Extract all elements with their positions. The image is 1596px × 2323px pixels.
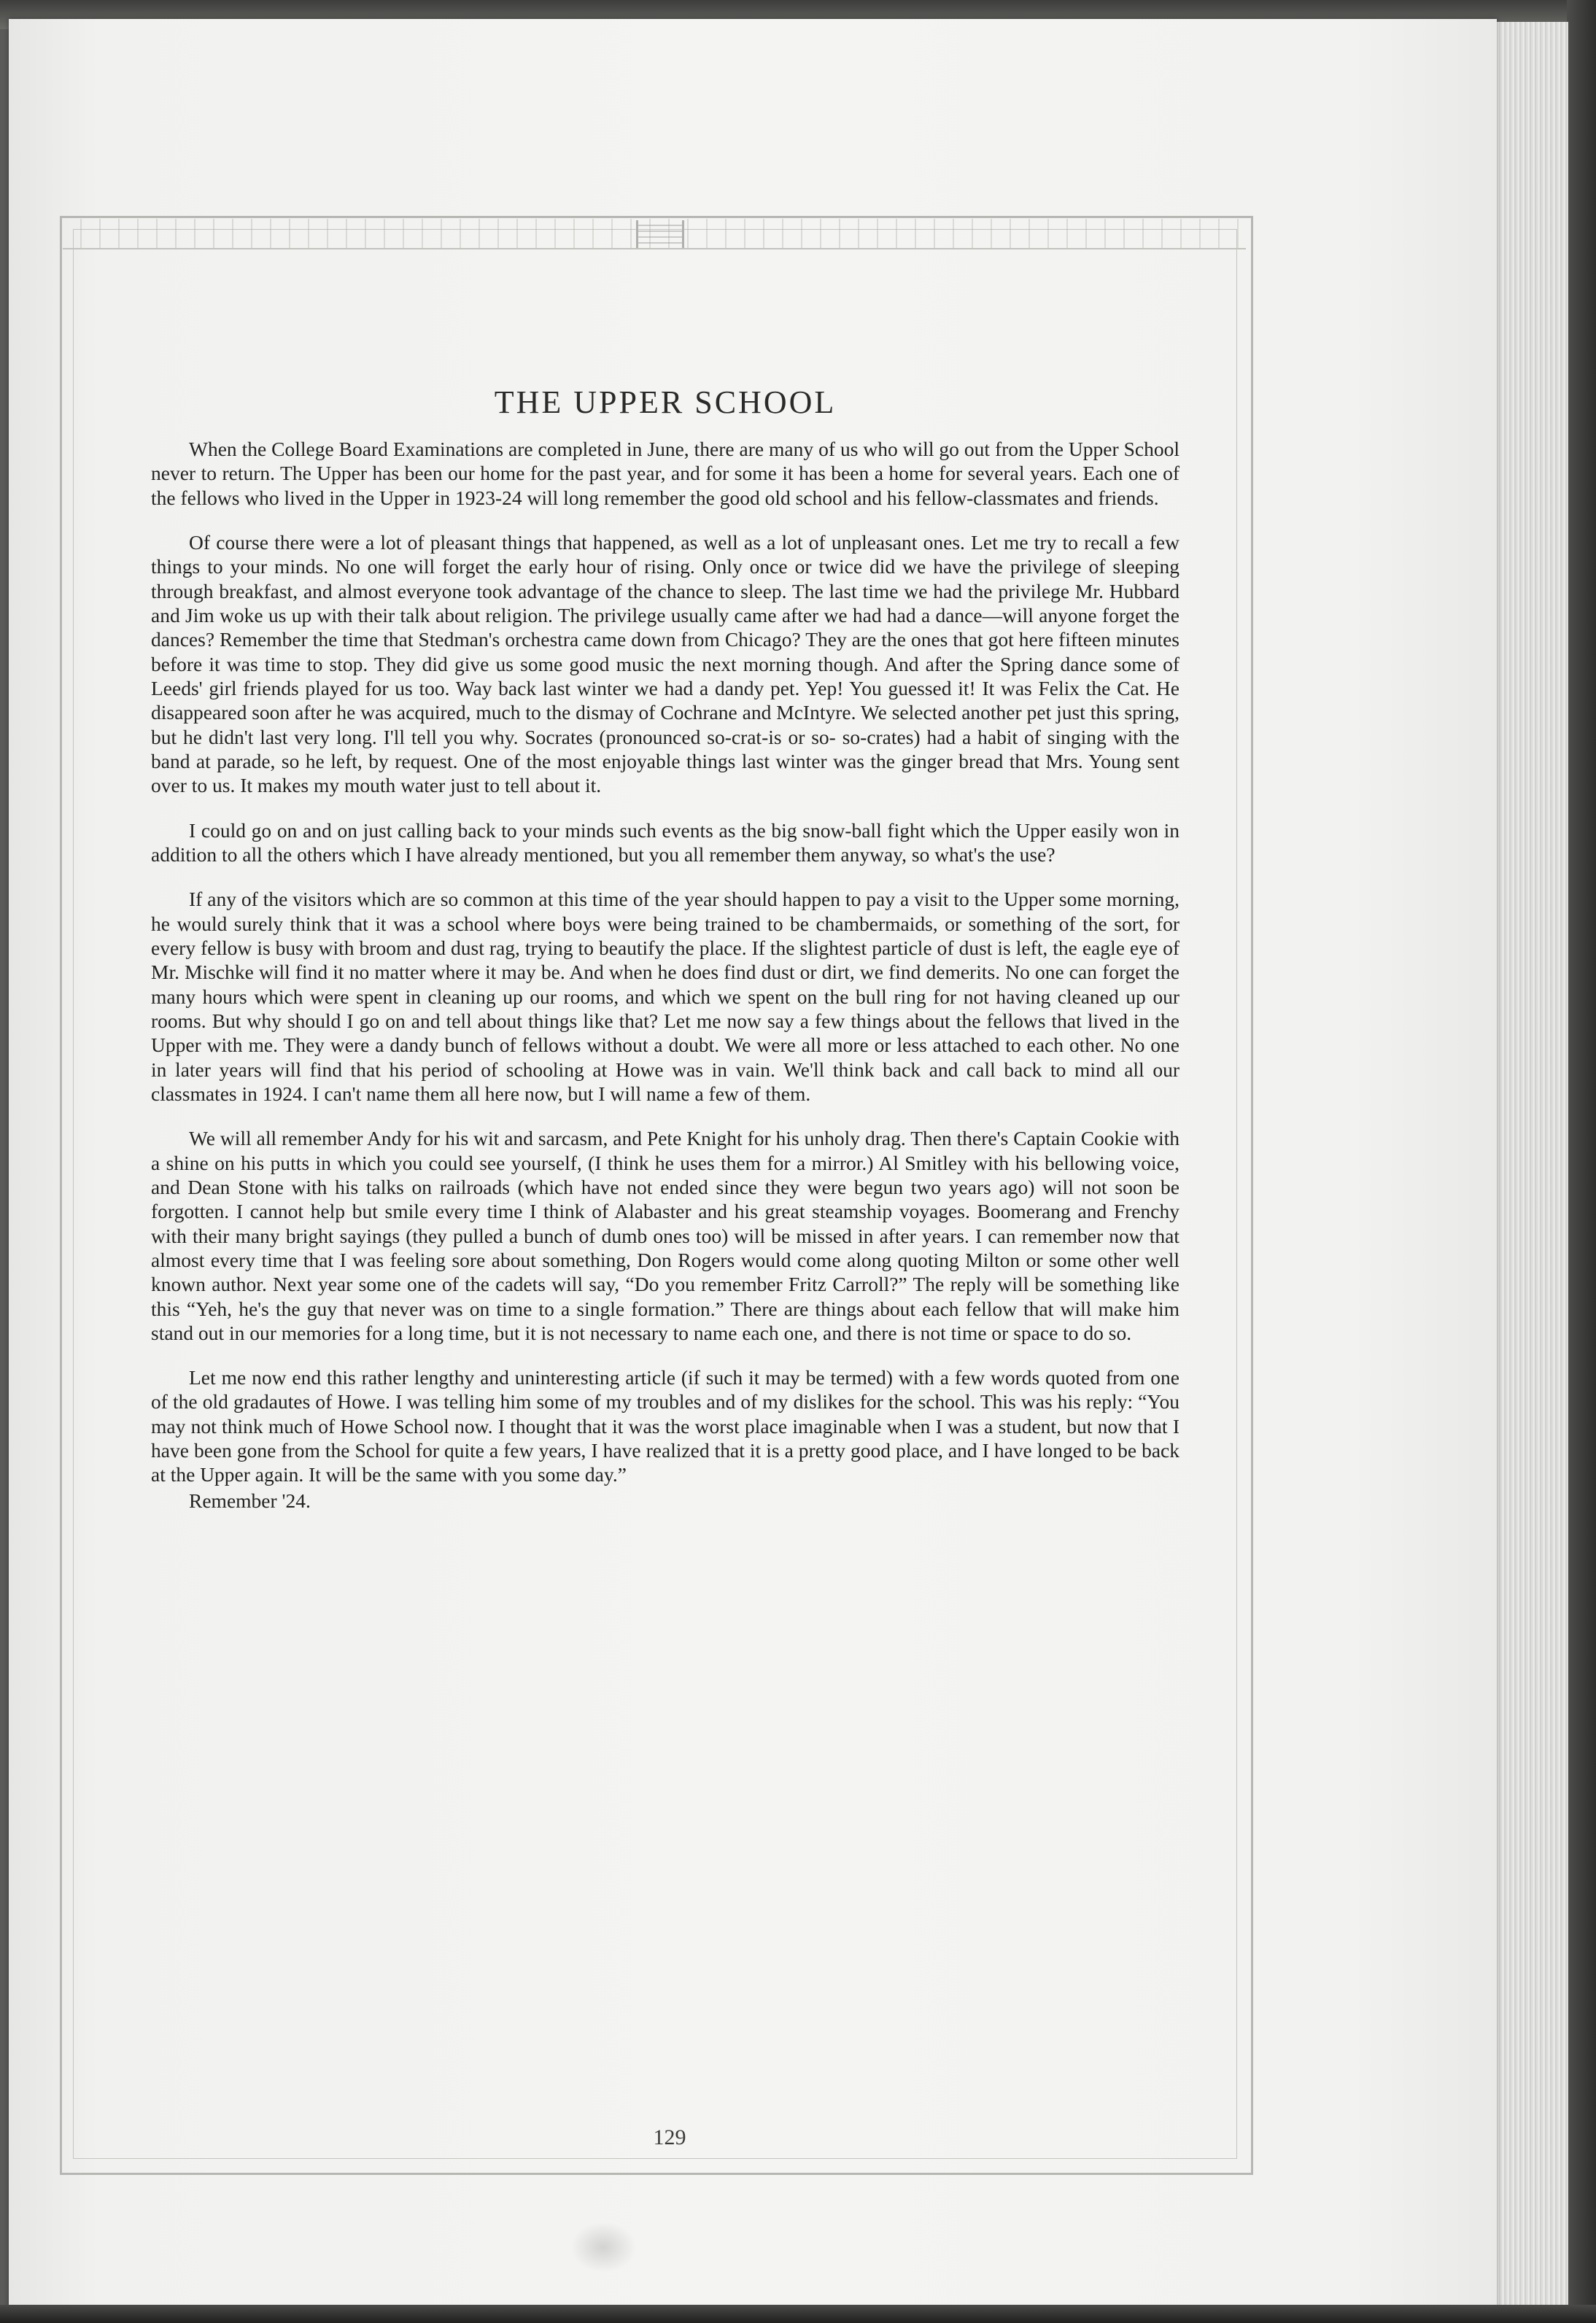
article-title: THE UPPER SCHOOL bbox=[494, 384, 837, 420]
book-page bbox=[9, 19, 1497, 2309]
page-number: 129 bbox=[653, 2125, 686, 2149]
book-spine-shadow bbox=[1567, 0, 1596, 2323]
paragraph: I could go on and on just calling back to your minds such events as the big snow-ball fight which the Upper easily won in addition to all the others which I have already mentioned, but you all remember them anyway, so what's the use? bbox=[151, 818, 1179, 866]
decorative-frame-ornament bbox=[636, 220, 684, 248]
page-smudge bbox=[570, 2222, 636, 2273]
paragraph: Let me now end this rather lengthy and uninteresting article (if such it may be termed) with a few words quoted from one of the old gradautes of Howe. I was telling him some of my troubles and of my dislikes for the school. This was his reply: “You may not think much of Howe School now. I thought that it was the worst place imaginable when I was a student, but now that I have been gone from the School for quite a few years, I have realized that it is a pretty good place, and I have longed to be back at the Upper again. It will be the same with you some day.” bbox=[151, 1366, 1179, 1486]
paragraph: When the College Board Examinations are completed in June, there are many of us who will go out from the Upper School never to return. The Upper has been our home for the past year, and for some it has been a home for several years. Each one of the fellows who lived in the Upper in 1923-24 will long remember the good old school and his fellow-classmates and friends. bbox=[151, 438, 1179, 509]
paragraph: Of course there were a lot of pleasant things that happened, as well as a lot of unpleasant ones. Let me try to recall a few things to your minds. No one will forget the early hour of rising. Only once or twice did we have the privilege of sleeping through breakfast, and almost everyone took advantage of the chance to sleep. The last time we had the privilege Mr. Hubbard and Jim woke us up with their talk about religion. The privilege usually came after we had had a dance—will anyone forget the dances? Remember the time that Stedman's orchestra came down from Chicago? They are the ones that got here fifteen minutes before it was time to stop. They did give us some good music the next morning though. And after the Spring dance some of Leeds' girl friends played for us too. Way back last winter we had a dandy pet. Yep! You guessed it! It was Felix the Cat. He disappeared soon after he was acquired, much to the dismay of Cochrane and McIntyre. We selected another pet just this spring, but he didn't last very long. I'll tell you why. Socrates (pronounced so-crat-is or so- so-crates) had a habit of singing with the band at parade, so he left, by request. One of the most enjoyable things last winter was the ginger bread that Mrs. Young sent over to us. It makes my mouth water just to tell about it. bbox=[151, 530, 1179, 797]
article-body bbox=[151, 384, 1179, 1513]
paragraph: If any of the visitors which are so common at this time of the year should happen to pay a visit to the Upper some morning, he would surely think that it was a school where boys were being trained to be chambermaids, or something of the sort, for every fellow is busy with broom and dust rag, trying to beautify the place. If the slightest particle of dust is left, the eagle eye of Mr. Mischke will find it no matter where it may be. And when he does find dust or dirt, we find demerits. No one can forget the many hours which were spent in cleaning up our rooms, and which we spent on the bull ring for not having cleaned up our rooms. But why should I go on and tell about things like that? Let me now say a few things about the fellows that lived in the Upper with me. They were a dandy bunch of fellows without a doubt. We were all more or less attached to each other. No one in later years will find that his period of schooling at Howe was in vain. We'll think back and call back to mind all our classmates in 1924. I can't name them all here now, but I will name a few of them. bbox=[151, 888, 1179, 1105]
article-signoff: Remember '24. bbox=[189, 1489, 311, 1512]
paragraph: We will all remember Andy for his wit and sarcasm, and Pete Knight for his unholy drag. Then there's Captain Cookie with a shine on his putts in which you could see yourself, (I think he uses them for a mirror.) Al Smitley with his bellowing voice, and Dean Stone with his talks on railroads (which have not ended since they were begun two years ago) will not soon be forgotten. I cannot help but smile every time I think of Alabaster and his great steamship voyages. Boomerang and Frenchy with their many bright sayings (they pulled a bunch of dumb ones too) will be missed in after years. I can remember now that almost every time that I was feeling sore about something, Don Rogers would come along quoting Milton or some other well known author. Next year some one of the cadets will say, “Do you remember Fritz Carroll?” The reply will be something like this “Yeh, he's the guy that never was on time to a single formation.” There are things about each fellow that will make him stand out in our memories for a long time, but it is not necessary to name each one, and there is not time or space to do so. bbox=[151, 1127, 1179, 1344]
scanner-background-bottom bbox=[0, 2305, 1596, 2323]
